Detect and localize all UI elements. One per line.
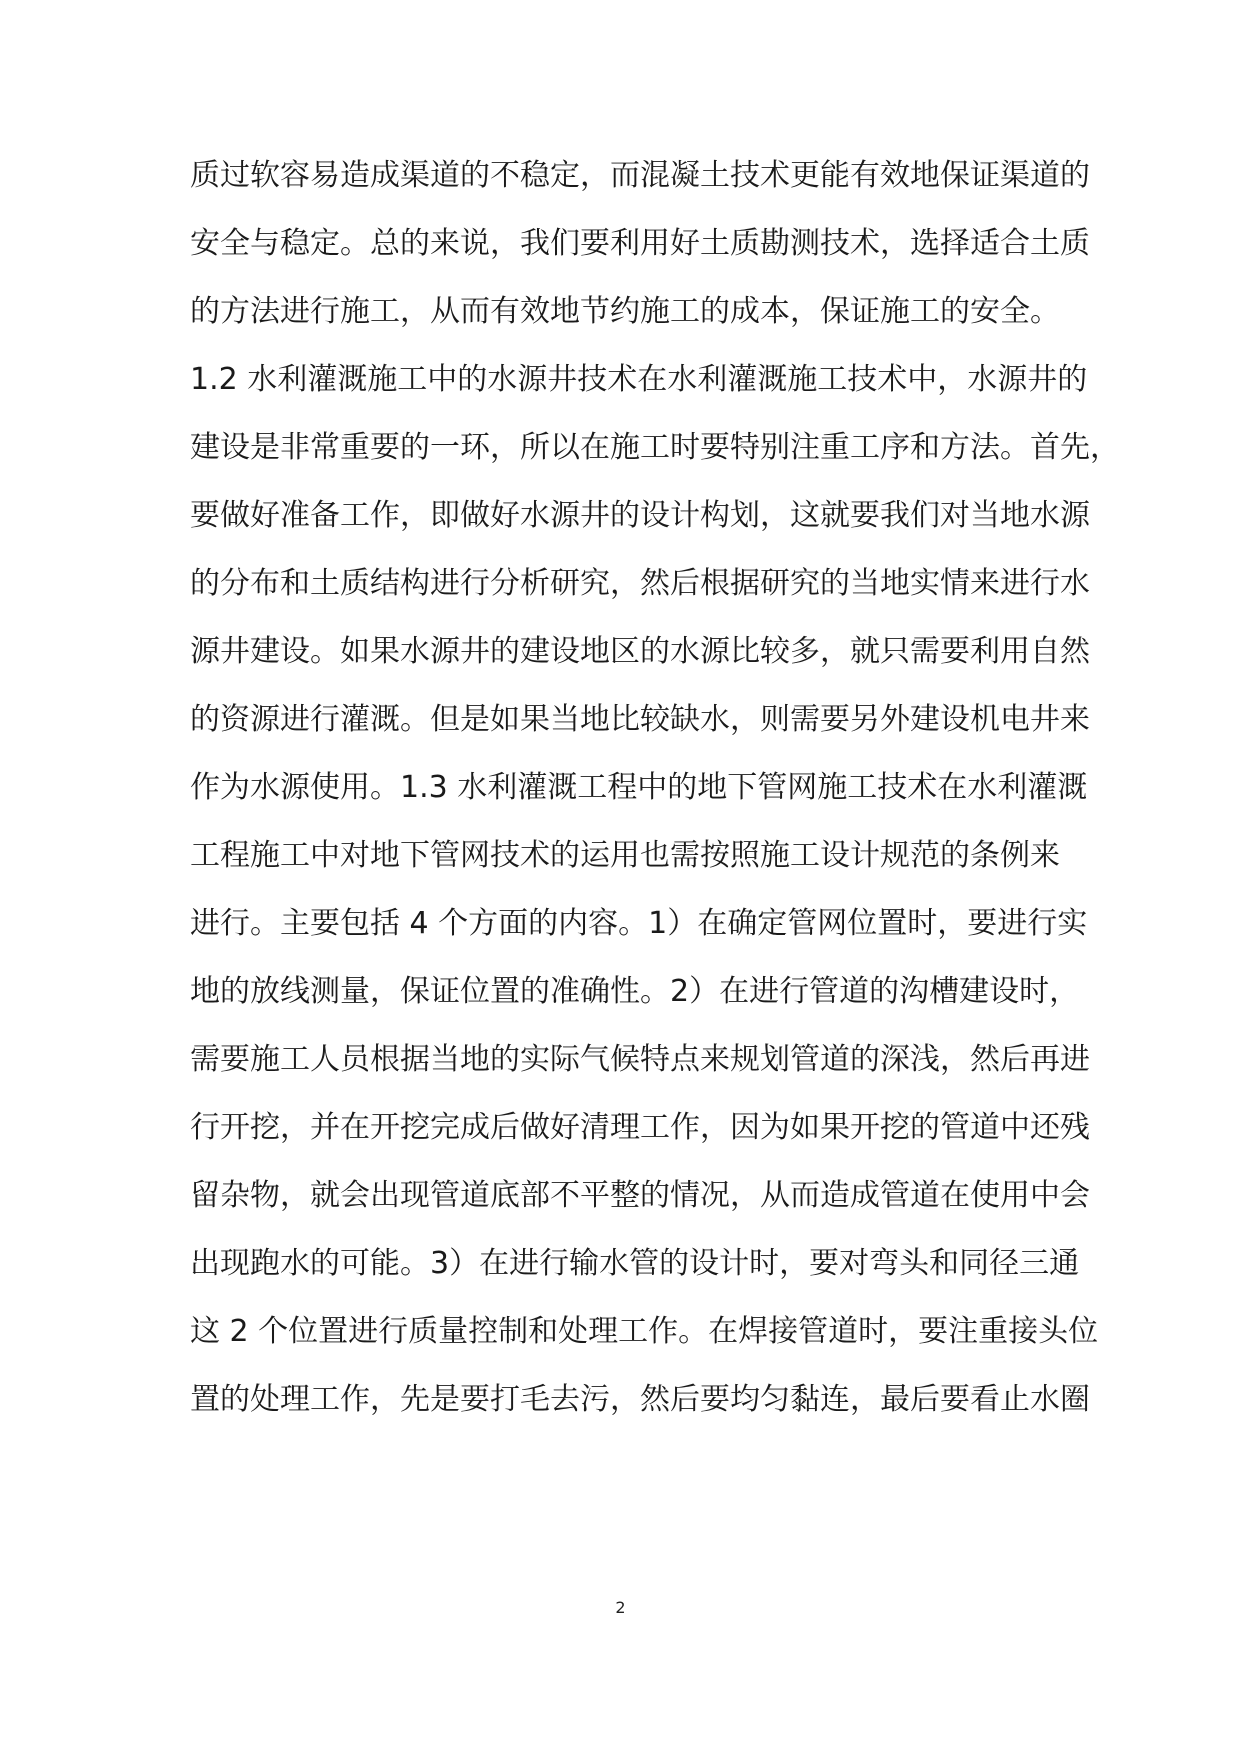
text-line: 质过软容易造成渠道的不稳定，而混凝土技术更能有效地保证渠道的 [190, 158, 1090, 193]
text-line: 出现跑水的可能。3）在进行输水管的设计时，要对弯头和同径三通 [190, 1246, 1080, 1281]
body-text [190, 142, 1120, 1434]
text-line: 这 2 个位置进行质量控制和处理工作。在焊接管道时，要注重接头位 [190, 1314, 1099, 1349]
text-line: 的方法进行施工，从而有效地节约施工的成本，保证施工的安全。 [190, 294, 1060, 329]
text-line: 的资源进行灌溉。但是如果当地比较缺水，则需要另外建设机电井来 [190, 702, 1090, 737]
text-line: 需要施工人员根据当地的实际气候特点来规划管道的深浅，然后再进 [190, 1042, 1090, 1077]
text-line: 工程施工中对地下管网技术的运用也需按照施工设计规范的条例来 [190, 838, 1060, 873]
page-number: 2 [615, 1598, 626, 1617]
text-line: 的分布和土质结构进行分析研究，然后根据研究的当地实情来进行水 [190, 566, 1090, 601]
text-line: 1.2 水利灌溉施工中的水源井技术在水利灌溉施工技术中，水源井的 [190, 362, 1088, 397]
text-line: 安全与稳定。总的来说，我们要利用好土质勘测技术，选择适合土质 [190, 226, 1090, 261]
text-line: 留杂物，就会出现管道底部不平整的情况，从而造成管道在使用中会 [190, 1178, 1090, 1213]
text-line: 行开挖，并在开挖完成后做好清理工作，因为如果开挖的管道中还残 [190, 1110, 1090, 1145]
text-line: 进行。主要包括 4 个方面的内容。1）在确定管网位置时，要进行实 [190, 906, 1088, 941]
text-line: 要做好准备工作，即做好水源井的设计构划，这就要我们对当地水源 [190, 498, 1090, 533]
text-line: 作为水源使用。1.3 水利灌溉工程中的地下管网施工技术在水利灌溉 [190, 770, 1088, 805]
text-line: 地的放线测量，保证位置的准确性。2）在进行管道的沟槽建设时， [190, 974, 1080, 1009]
text-line: 建设是非常重要的一环，所以在施工时要特别注重工序和方法。首先， [190, 430, 1120, 465]
text-line: 置的处理工作，先是要打毛去污，然后要均匀黏连，最后要看止水圈 [190, 1382, 1090, 1417]
text-line: 源井建设。如果水源井的建设地区的水源比较多，就只需要利用自然 [190, 634, 1090, 669]
